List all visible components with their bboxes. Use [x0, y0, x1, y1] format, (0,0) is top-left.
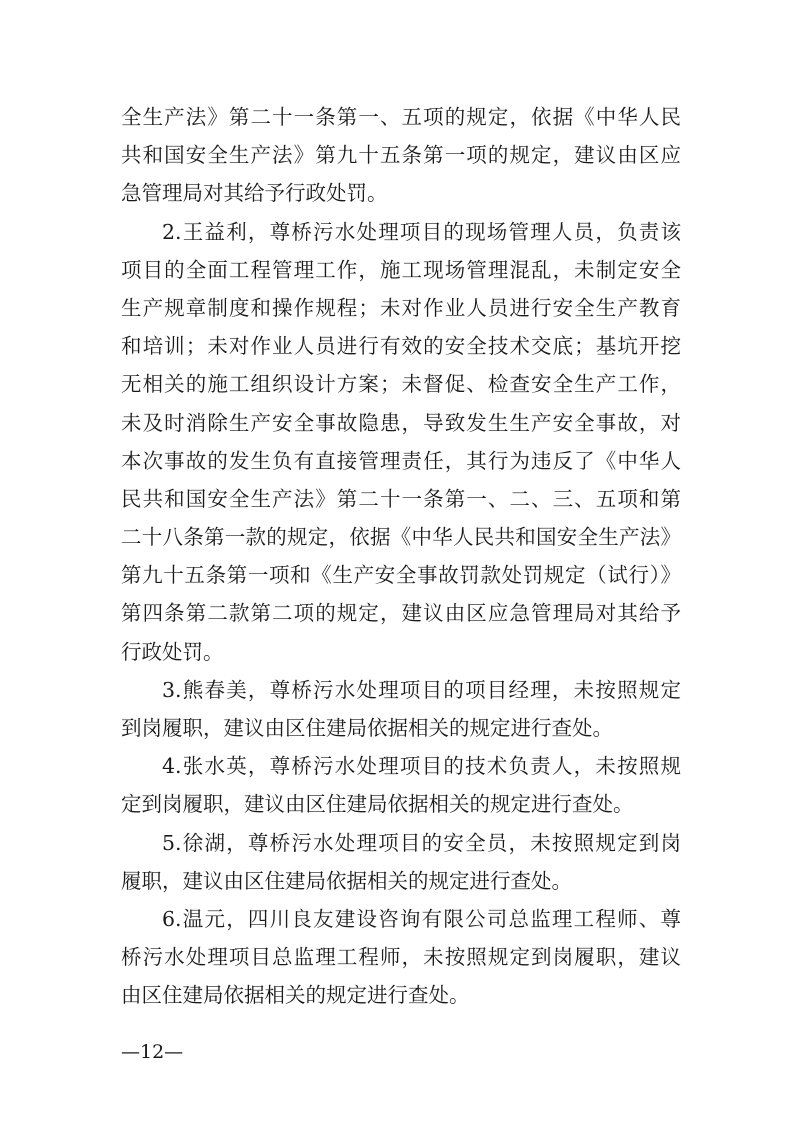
text-line: 第四条第二款第二项的规定，建议由区应急管理局对其给予 [121, 601, 681, 626]
text-line: 2.王益利，尊桥污水处理项目的现场管理人员，负责该 [162, 219, 681, 244]
text-line: 未及时消除生产安全事故隐患，导致发生生产安全事故，对 [121, 410, 681, 435]
text-line: 二十八条第一款的规定，依据《中华人民共和国安全生产法》 [121, 525, 681, 550]
text-line: 无相关的施工组织设计方案；未督促、检查安全生产工作， [121, 372, 681, 397]
text-line: 履职，建议由区住建局依据相关的规定进行查处。 [121, 868, 572, 893]
text-line: 项目的全面工程管理工作，施工现场管理混乱，未制定安全 [121, 257, 681, 282]
page-number: —12— [121, 1041, 184, 1063]
text-line: 急管理局对其给予行政处罚。 [121, 181, 388, 206]
text-line: 全生产法》第二十一条第一、五项的规定，依据《中华人民 [121, 105, 681, 129]
text-line: 3.熊春美，尊桥污水处理项目的项目经理，未按照规定 [162, 677, 681, 702]
text-line: 行政处罚。 [121, 639, 224, 664]
text-line: 民共和国安全生产法》第二十一条第一、二、三、五项和第 [121, 486, 681, 511]
text-line: 4.张水英，尊桥污水处理项目的技术负责人，未按照规 [162, 754, 681, 779]
text-line: 本次事故的发生负有直接管理责任，其行为违反了《中华人 [121, 448, 681, 473]
text-line: 共和国安全生产法》第九十五条第一项的规定，建议由区应 [121, 143, 681, 168]
text-line: 6.温元，四川良友建设咨询有限公司总监理工程师、尊 [162, 906, 681, 931]
text-line: 到岗履职，建议由区住建局依据相关的规定进行查处。 [121, 716, 613, 740]
text-line: 由区住建局依据相关的规定进行查处。 [121, 983, 470, 1008]
text-line: 定到岗履职，建议由区住建局依据相关的规定进行查处。 [121, 792, 634, 817]
text-line: 生产规章制度和操作规程；未对作业人员进行安全生产教育 [121, 295, 681, 320]
text-line: 第九十五条第一项和《生产安全事故罚款处罚规定（试行）》 [121, 563, 681, 588]
body-text [121, 98, 681, 1015]
text-line: 桥污水处理项目总监理工程师，未按照规定到岗履职，建议 [121, 945, 681, 970]
text-line: 5.徐湖，尊桥污水处理项目的安全员，未按照规定到岗 [162, 830, 681, 855]
text-line: 和培训；未对作业人员进行有效的安全技术交底；基坑开挖 [121, 334, 681, 359]
